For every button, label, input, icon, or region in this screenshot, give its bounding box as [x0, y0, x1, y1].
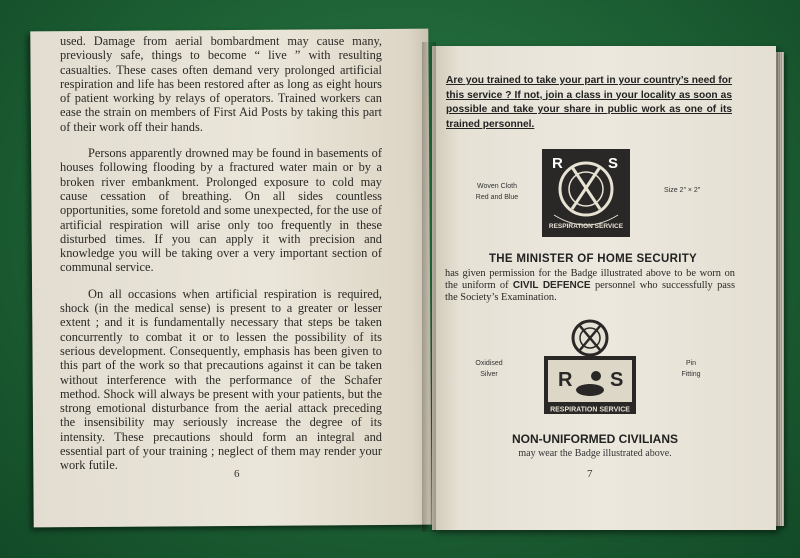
badge2-letter-r: R — [558, 369, 573, 391]
badge-bottom-text: RESPIRATION SERVICE — [548, 223, 624, 230]
training-notice: Are you trained to take your part in your country’s need for this service ? If not, join a class in your locality as soon as possible and take your share in public work as one of its trained personnel. — [446, 75, 732, 130]
cloth-badge-image — [542, 149, 630, 237]
paragraph: used. Damage from aerial bombardment may cause many, previously safe, things to become “ live ” with resulting casualties. These cases often demand very prolonged artificial respiration and life has been restored after as long as eight hours of patient working by relays of operators. Trained workers can ease the strain on members of First Aid Posts by taking this part of their work off their hands. — [60, 34, 382, 134]
metal-badge-image — [540, 318, 640, 418]
badge2-letter-s: S — [610, 369, 624, 391]
page-number-right: 7 — [587, 468, 593, 480]
label-line: Silver — [480, 371, 498, 378]
left-page-text — [60, 34, 382, 485]
label-line: Red and Blue — [475, 194, 519, 201]
label-line: Fitting — [681, 371, 701, 378]
badge2-bottom-text: RESPIRATION SERVICE — [550, 406, 630, 414]
badge1-material-label — [462, 181, 532, 203]
paragraph: Persons apparently drowned may be found in basements of houses following flooding by a fractured water main or by a broken river embankment. Prolonged exposure to cold may cause cessation of breathing. On all sides countless opportunities, some foretold and some unexpected, for the use of artificial respiration will arise only too frequently in these disturbed times. If you can apply it with precision and knowledge you will be taking over a very important section of communal service. — [60, 146, 382, 275]
label-line: Pin — [685, 360, 697, 367]
badge2-material-label — [464, 358, 514, 380]
badge2-fitting-label — [676, 358, 706, 380]
permission-text-end: personnel who successfully pass the Society’s Examination. — [445, 280, 736, 303]
civil-defence-text: CIVIL DEFENCE — [512, 280, 591, 291]
civilians-text: may wear the Badge illustrated above. — [518, 448, 672, 459]
page-edges — [776, 52, 784, 526]
label-line: Oxidised — [475, 360, 503, 367]
minister-heading: THE MINISTER OF HOME SECURITY — [488, 253, 698, 265]
badge-letter-s: S — [608, 155, 619, 172]
metal-badge-icon — [540, 318, 640, 418]
permission-text-start: has given permission for the Badge illustrated above to be worn on the uniform of — [445, 268, 735, 291]
page-number-left: 6 — [234, 468, 240, 480]
paragraph: On all occasions when artificial respiration is required, shock (in the medical sense) is present to a greater or lesser extent ; and it is fundamentally necessary that steps be taken concurrently to combat it or to lessen the possibility of its serious development. Consequently, emphasis has been given to this part of the work so that precautions against it can be taken without interference with the performance of the Schafer method. Shock will always be present with your patients, but the strong emotional disturbance from the aerial attack preceding the insensibility may seriously increase the degree of its intensity. These precautions should form an integral and essential part of your training ; neglect of them may render your work futile. — [60, 286, 382, 473]
right-page-content — [432, 74, 742, 132]
badge1-size-label: Size 2″ × 2″ — [664, 187, 701, 194]
label-line: Woven Cloth — [477, 183, 517, 190]
permission-text — [445, 268, 735, 304]
badge-letter-r: R — [552, 155, 563, 172]
civilians-heading: NON-UNIFORMED CIVILIANS — [512, 432, 678, 446]
